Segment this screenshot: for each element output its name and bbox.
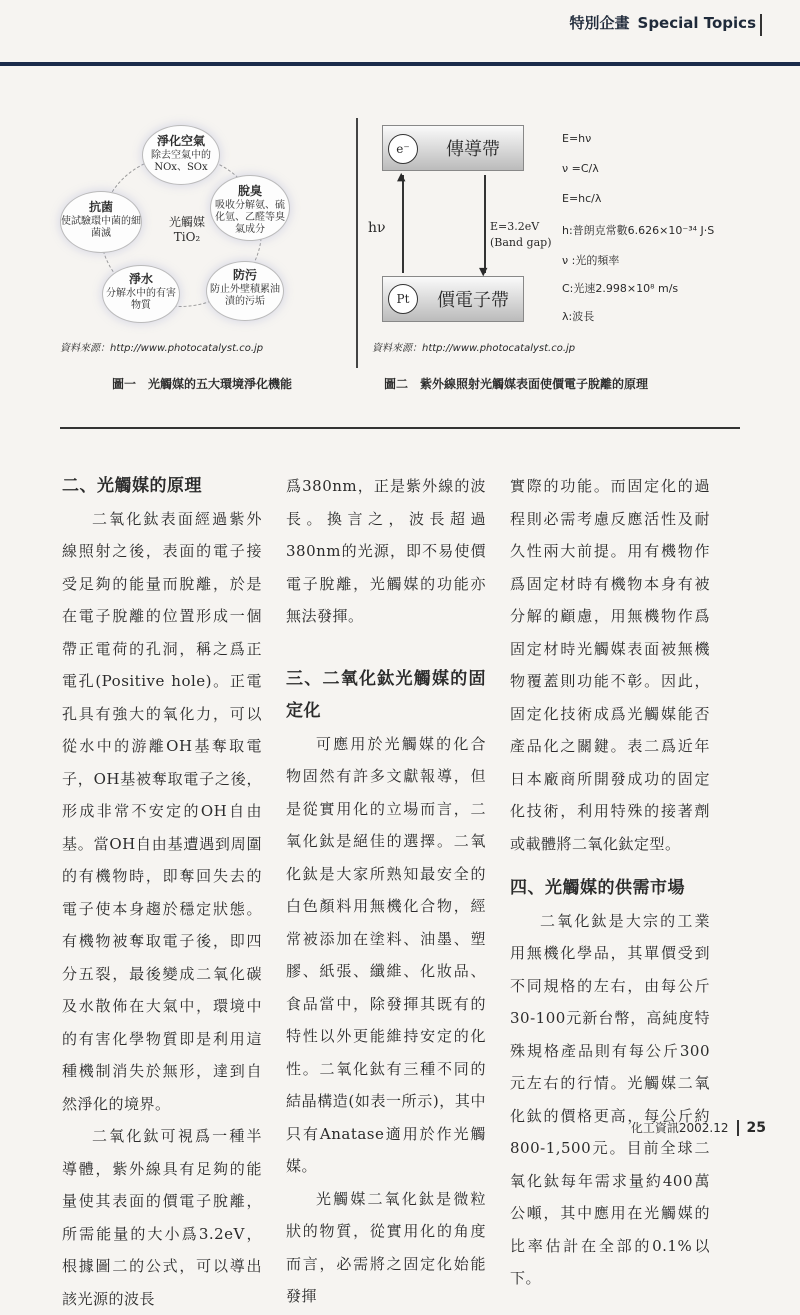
formula-2: ν =C/λ: [562, 162, 599, 175]
section2-para3: 爲380nm，正是紫外線的波長。換言之，波長超過380nm的光源，即不易使價電子脫離，光觸媒的功能亦無法發揮。: [286, 477, 486, 625]
bubble-title: 防污: [232, 268, 257, 282]
header-en: Special Topics: [637, 13, 756, 32]
bubble-title: 抗菌: [88, 200, 113, 214]
figure-divider: [356, 118, 358, 368]
formula-4: h:普朗克常數6.626×10⁻³⁴ J·S: [562, 224, 715, 237]
journal-name: 化工資訊2002.12: [630, 1121, 729, 1135]
excitation-arrow: [402, 175, 404, 273]
gap-value: E=3.2eV: [490, 220, 540, 233]
figure1-source: 資料來源：http://www.photocatalyst.co.jp: [60, 343, 264, 354]
section3-para2: 光觸媒二氧化鈦是微粒狀的物質，從實用化的角度而言，必需將之固定化始能發揮: [286, 1189, 486, 1305]
bubble-desc: 分解水中的有害物質: [106, 288, 176, 312]
arrow-head-down: ▼: [479, 265, 488, 278]
bubble-desc: 除去空氣中的NOx、SOx: [151, 150, 211, 174]
center-formula: TiO₂: [173, 230, 201, 244]
bubble-title: 脫臭: [237, 184, 262, 198]
electron-symbol: e⁻: [388, 134, 418, 164]
formula-5: ν :光的頻率: [562, 254, 620, 267]
bubble-title: 淨水: [128, 272, 153, 286]
gap-arrow: [484, 175, 486, 273]
figure2-source: 資料來源：http://www.photocatalyst.co.jp: [372, 343, 576, 354]
gap-label: (Band gap): [490, 236, 552, 249]
bubble-desc: 防止外壁積累油漬的污垢: [210, 284, 280, 308]
section3-para3: 實際的功能。而固定化的過程則必需考慮反應活性及耐久性兩大前提。用有機物作爲固定材時有機物本身有被分解的顧慮，用無機物作爲固定材時光觸媒表面被無機物覆蓋則功能不彰。因此，固定化技術成爲光觸媒能否產品化之關鍵。表二爲近年日本廠商所開發成功的固定化技術，利用特殊的接著劑或載體將二氧化鈦定型。: [510, 477, 710, 853]
section2-para2: 二氧化鈦可視爲一種半導體，紫外線具有足夠的能量使其表面的價電子脫離，所需能量的大小爲3.2eV，根據圖二的公式，可以導出該光源的波長: [62, 1127, 262, 1308]
section3-title: 三、二氧化鈦光觸媒的固定化: [286, 668, 486, 721]
section-rule: [60, 427, 740, 429]
bubble-desc: 吸收分解氨、硫化氫、乙醛等臭氣成分: [215, 200, 285, 236]
bubble-air: [142, 125, 220, 185]
section2-title: 二、光觸媒的原理: [62, 476, 202, 496]
hole-symbol: Pt: [388, 284, 418, 314]
header-bar: [760, 14, 762, 36]
figure1-diagram: [60, 125, 290, 325]
figure2-caption: 圖二 紫外線照射光觸媒表面使價電子脫離的原理: [384, 377, 649, 391]
bubble-antifoul: [206, 261, 284, 321]
column-2: [286, 470, 486, 1313]
page-number: 25: [737, 1120, 766, 1136]
formula-1: E=hν: [562, 132, 592, 145]
section3-para1: 可應用於光觸媒的化合物固然有許多文獻報導，但是從實用化的立場而言，二氧化鈦是絕佳的選擇。二氧化鈦是大家所熟知最安全的白色顏料用無機化合物，經常被添加在塗料、油墨、塑膠、紙張、纖維、化妝品、食品當中，除發揮其既有的特性以外更能維持安定的化性。二氧化鈦有三種不同的結晶構造(如表一所示)，其中只有Anatase適用於作光觸媒。: [286, 734, 486, 1175]
center-title: 光觸媒: [168, 215, 205, 229]
hv-label: hν: [368, 220, 386, 236]
bubble-deodor: [210, 175, 290, 241]
column-3: [510, 470, 710, 1295]
page-footer: [631, 1119, 766, 1136]
bubble-desc: 使試驗環中菌的細菌滅: [61, 216, 141, 240]
figure1-caption: 圖一 光觸媒的五大環境淨化機能: [112, 377, 293, 391]
formula-7: λ:波長: [562, 310, 595, 323]
bubble-antibac: [60, 191, 142, 253]
page-header: [570, 12, 757, 33]
formula-3: E=hc/λ: [562, 192, 602, 205]
figure2-diagram: [368, 120, 722, 330]
bubble-title: 淨化空氣: [156, 134, 205, 148]
conduction-band-label: 傳導帶: [446, 139, 500, 160]
section2-para1: 二氧化鈦表面經過紫外線照射之後，表面的電子接受足夠的能量而脫離，於是在電子脫離的位置形成一個帶正電荷的孔洞，稱之爲正電孔(Positive hole)。正電孔具有強大的氧化力，可以從水中的游離OH基奪取電子，OH基被奪取電子之後，形成非常不安定的OH自由基。當OH自由基遭遇到周圍的有機物時，即奪回失去的電子使本身趨於穩定狀態。有機物被奪取電子後，即四分五裂，最後變成二氧化碳及水散佈在大氣中，環境中的有害化學物質即是利用這種機制消失於無形，達到自然淨化的境界。: [62, 509, 262, 1113]
bubble-water: [102, 265, 180, 323]
section4-title: 四、光觸媒的供需市場: [510, 878, 685, 898]
valence-band-label: 價電子帶: [437, 290, 509, 311]
section4-para1: 二氧化鈦是大宗的工業用無機化學品，其單價受到不同規格的左右，由每公斤30-100元新台幣，高純度特殊規格產品則有每公斤300元左右的行情。光觸媒二氧化鈦的價格更高，每公斤約800-1,500元。目前全球二氧化鈦每年需求量約400萬公噸，其中應用在光觸媒的比率估計在全部的0.1%以下。: [510, 911, 710, 1287]
arrow-head-up: ▲: [397, 170, 406, 183]
column-1: [62, 470, 262, 1315]
header-zh: 特別企畫: [569, 14, 630, 32]
top-rule: [0, 62, 800, 66]
formula-6: C:光速2.998×10⁸ m/s: [562, 282, 679, 295]
